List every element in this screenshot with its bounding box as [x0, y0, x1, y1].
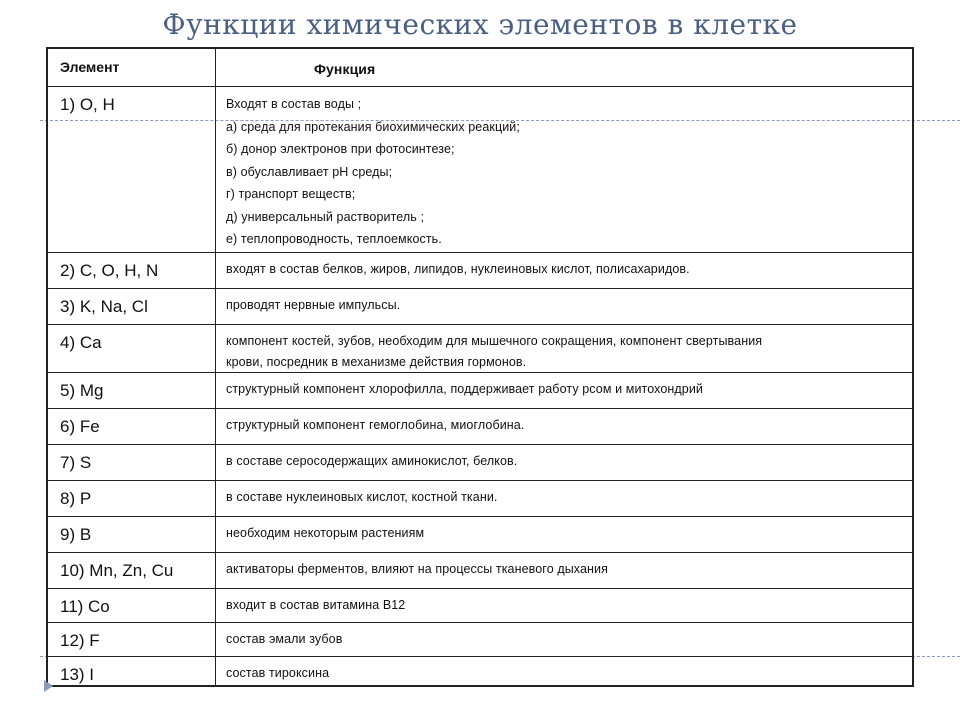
function-line: состав эмали зубов: [226, 632, 343, 646]
table-row: [48, 623, 912, 657]
function-line: д) универсальный растворитель ;: [226, 209, 425, 224]
element-cell: 10) Mn, Zn, Cu: [48, 553, 216, 588]
function-cell: [216, 289, 912, 324]
table-row: [48, 553, 912, 589]
element-cell: 4) Ca: [48, 325, 216, 372]
header-element: Элемент: [48, 49, 216, 86]
function-line: а) среда для протекания биохимических реакций;: [226, 119, 520, 134]
function-line: б) донор электронов при фотосинтезе;: [226, 142, 455, 156]
table-row: [48, 325, 912, 373]
function-line: г) транспорт веществ;: [226, 187, 356, 201]
table-row: [48, 589, 912, 623]
function-line: структурный компонент гемоглобина, миоглобина.: [226, 418, 525, 432]
function-line: компонент костей, зубов, необходим для мышечного сокращения, компонент свертывания: [226, 334, 763, 348]
function-line: входит в состав витамина В12: [226, 598, 406, 612]
function-cell: [216, 517, 912, 552]
element-cell: 3) K, Na, Cl: [48, 289, 216, 324]
table-row: [48, 253, 912, 289]
triangle-arrow-icon: [44, 680, 53, 692]
element-cell: 1) O, H: [48, 87, 216, 252]
function-cell: [216, 87, 912, 252]
function-cell: [216, 325, 912, 372]
function-cell: [216, 589, 912, 622]
function-line: необходим некоторым растениям: [226, 526, 425, 540]
page-title: Функции химических элементов в клетке: [162, 8, 798, 41]
function-line: е) теплопроводность, теплоемкость.: [226, 232, 442, 246]
function-line: в) обуславливает pH среды;: [226, 164, 393, 179]
function-line: активаторы ферментов, влияют на процессы тканевого дыхания: [226, 562, 609, 576]
elements-table: [46, 47, 914, 687]
table-header: [48, 49, 912, 87]
element-cell: 6) Fe: [48, 409, 216, 444]
table-row: [48, 481, 912, 517]
table-row: [48, 517, 912, 553]
table-row: [48, 289, 912, 325]
function-line: проводят нервные импульсы.: [226, 298, 401, 312]
function-cell: [216, 657, 912, 685]
element-cell: 12) F: [48, 623, 216, 656]
function-cell: [216, 373, 912, 408]
function-cell: [216, 623, 912, 656]
element-cell: 13) I: [48, 657, 216, 685]
function-line: структурный компонент хлорофилла, поддерживает работу рсом и митохондрий: [226, 382, 703, 396]
table-row: [48, 657, 912, 685]
table-row: [48, 87, 912, 253]
element-cell: 7) S: [48, 445, 216, 480]
element-cell: 11) Co: [48, 589, 216, 622]
table-row: [48, 445, 912, 481]
function-cell: [216, 553, 912, 588]
function-line: состав тироксина: [226, 666, 330, 680]
element-cell: 9) B: [48, 517, 216, 552]
function-cell: [216, 409, 912, 444]
table-row: [48, 373, 912, 409]
function-cell: [216, 253, 912, 288]
header-function: Функция: [314, 61, 376, 77]
function-line: входят в состав белков, жиров, липидов, нуклеиновых кислот, полисахаридов.: [226, 262, 690, 276]
element-cell: 8) P: [48, 481, 216, 516]
function-line: в составе нуклеиновых кислот, костной ткани.: [226, 490, 498, 504]
element-cell: 2) C, O, H, N: [48, 253, 216, 288]
table-row: [48, 409, 912, 445]
element-cell: 5) Mg: [48, 373, 216, 408]
function-cell: [216, 445, 912, 480]
function-line: в составе серосодержащих аминокислот, белков.: [226, 454, 518, 468]
function-cell: [216, 481, 912, 516]
function-line: крови, посредник в механизме действия гормонов.: [226, 355, 527, 369]
function-line: Входят в состав воды ;: [226, 97, 362, 111]
